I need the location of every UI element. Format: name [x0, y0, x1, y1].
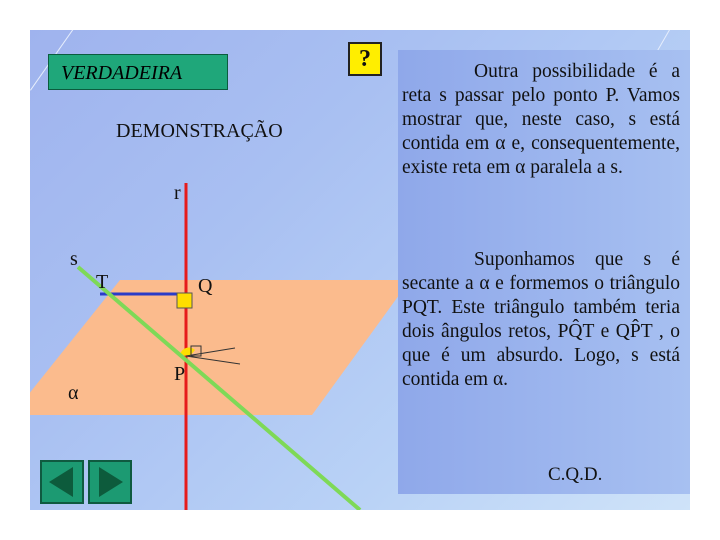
label-alpha: α: [68, 382, 79, 404]
demonstration-title: DEMONSTRAÇÃO: [116, 120, 283, 142]
right-angle-marker-q: [177, 293, 192, 308]
arrow-right-icon: [90, 462, 130, 502]
label-t: T: [96, 271, 109, 293]
slide: [30, 30, 690, 510]
previous-button[interactable]: [40, 460, 84, 504]
label-p: P: [174, 363, 186, 385]
plane-alpha: [30, 280, 400, 415]
verdadeira-badge: VERDADEIRA: [48, 54, 228, 90]
arrow-left-icon: [42, 462, 82, 502]
geometry-figure: [30, 30, 400, 510]
label-q: Q: [198, 275, 213, 297]
paragraph-1: Outra possibilidade é a reta s passar pelo ponto P. Vamos mostrar que, neste caso, s está contida em α e, consequentemente, existe reta em α paralela a s.: [402, 61, 680, 178]
label-r: r: [174, 182, 181, 204]
conclusion-cqd: C.Q.D.: [548, 464, 603, 485]
help-button[interactable]: ?: [348, 42, 382, 76]
paragraph-2: Suponhamos que s é secante a α e formemos o triângulo PQT. Este triângulo também teria dois ângulos retos, PQ̂T e QP̂T , o que é um absurdo. Logo, s está contida em α.: [402, 249, 680, 390]
next-button[interactable]: [88, 460, 132, 504]
label-s: s: [70, 248, 78, 270]
